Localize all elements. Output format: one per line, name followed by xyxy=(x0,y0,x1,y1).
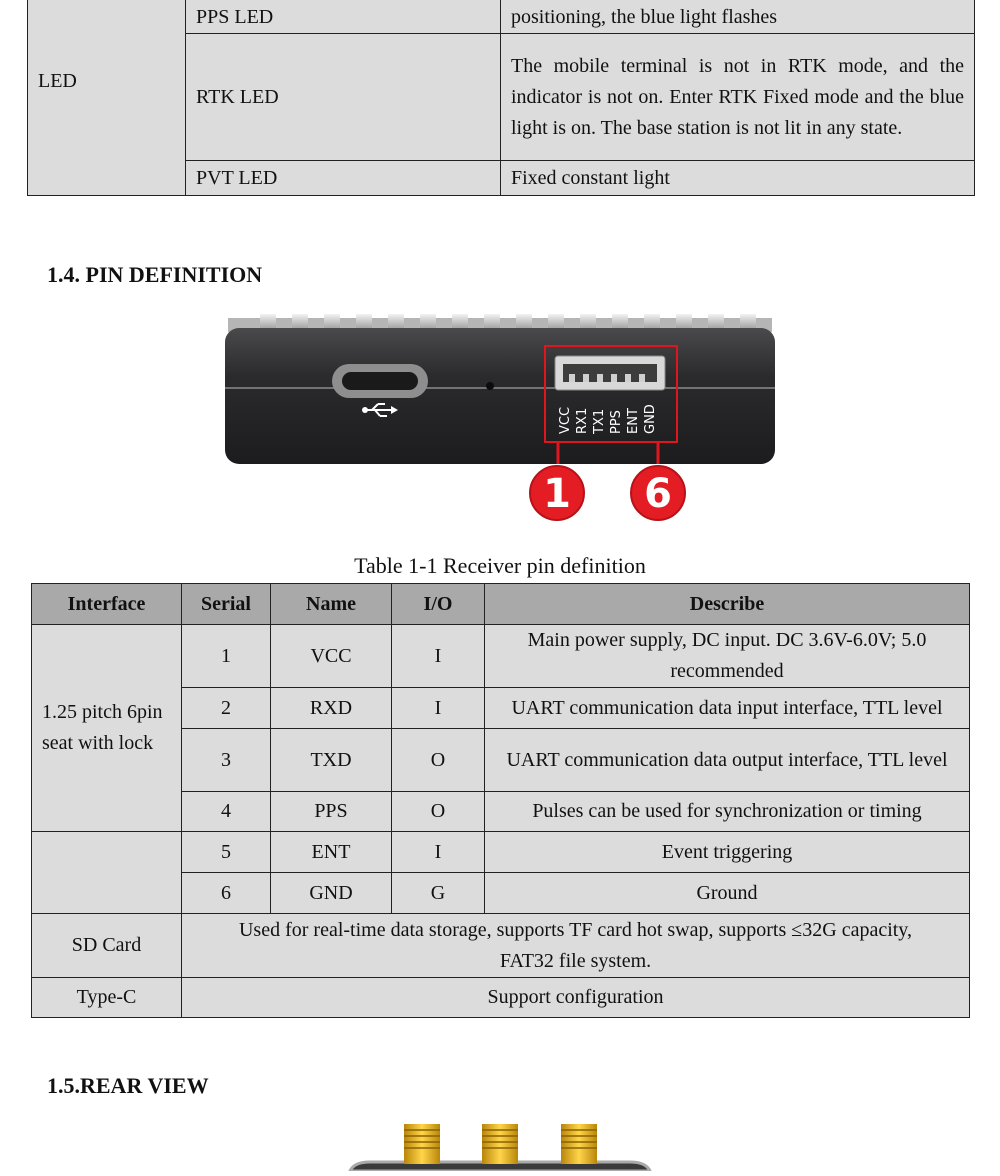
pin-label: ENT xyxy=(626,408,641,434)
name-cell: TXD xyxy=(271,729,392,792)
describe-cell: Ground xyxy=(485,873,970,914)
marker-pin-6-label: 6 xyxy=(644,471,672,517)
io-cell: O xyxy=(392,792,485,832)
header-serial: Serial xyxy=(182,584,271,625)
serial-cell: 1 xyxy=(182,625,271,688)
interface-cell: 1.25 pitch 6pin seat with lock xyxy=(32,625,182,832)
pin-label: GND xyxy=(643,404,658,434)
table-row xyxy=(32,978,970,1018)
io-cell: I xyxy=(392,688,485,729)
table-row xyxy=(32,914,970,978)
marker-pin-1 xyxy=(530,466,584,520)
header-io: I/O xyxy=(392,584,485,625)
interface-cell: SD Card xyxy=(32,914,182,978)
name-cell: VCC xyxy=(271,625,392,688)
sma-connector xyxy=(482,1124,518,1164)
name-cell: ENT xyxy=(271,832,392,873)
describe-cell: Support configuration xyxy=(182,978,970,1018)
pin-label: VCC xyxy=(558,406,573,434)
sma-connector xyxy=(561,1124,597,1164)
name-cell: GND xyxy=(271,873,392,914)
led-name-cell: PPS LED xyxy=(186,0,501,34)
header-describe: Describe xyxy=(485,584,970,625)
serial-cell: 3 xyxy=(182,729,271,792)
serial-cell: 4 xyxy=(182,792,271,832)
describe-cell: Used for real-time data storage, supports TF card hot swap, supports ≤32G capacity, FAT32 file system. xyxy=(182,914,970,978)
device-body xyxy=(225,328,775,464)
name-cell: RXD xyxy=(271,688,392,729)
describe-cell: UART communication data output interface, TTL level xyxy=(485,729,970,792)
serial-cell: 5 xyxy=(182,832,271,873)
serial-cell: 6 xyxy=(182,873,271,914)
serial-cell: 2 xyxy=(182,688,271,729)
led-desc-cell: Fixed constant light xyxy=(501,161,975,196)
section-heading-rear-view: 1.5.REAR VIEW xyxy=(47,1073,209,1098)
led-desc-cell: The mobile terminal is not in RTK mode, and the indicator is not on. Enter RTK Fixed mode and the blue light is on. The base station is not lit in any state. xyxy=(501,34,975,161)
header-interface: Interface xyxy=(32,584,182,625)
rear-view-image xyxy=(340,1118,660,1171)
table-row xyxy=(32,625,970,688)
describe-cell: Main power supply, DC input. DC 3.6V-6.0V; 5.0 recommended xyxy=(485,625,970,688)
describe-cell: Pulses can be used for synchronization or timing xyxy=(485,792,970,832)
table-caption: Table 1-1 Receiver pin definition xyxy=(354,553,646,578)
receiver-device-image xyxy=(220,312,780,524)
marker-pin-6 xyxy=(631,466,685,520)
header-name: Name xyxy=(271,584,392,625)
section-heading-pin-definition: 1.4. PIN DEFINITION xyxy=(47,262,263,287)
sma-connector xyxy=(404,1124,440,1164)
marker-pin-1-label: 1 xyxy=(543,471,571,517)
pin-definition-table xyxy=(31,583,970,1018)
pin-connector xyxy=(555,356,665,390)
pin-label: PPS xyxy=(609,410,624,434)
pin-label: RX1 xyxy=(575,407,590,434)
name-cell: PPS xyxy=(271,792,392,832)
led-category-cell: LED xyxy=(28,0,186,196)
io-cell: I xyxy=(392,832,485,873)
table-row xyxy=(32,832,970,873)
led-desc-cell: positioning, the blue light flashes xyxy=(501,0,975,34)
led-name-cell: RTK LED xyxy=(186,34,501,161)
io-cell: O xyxy=(392,729,485,792)
io-cell: I xyxy=(392,625,485,688)
led-name-cell: PVT LED xyxy=(186,161,501,196)
io-cell: G xyxy=(392,873,485,914)
led-table xyxy=(27,0,975,196)
interface-cell: Type-C xyxy=(32,978,182,1018)
describe-cell: Event triggering xyxy=(485,832,970,873)
interface-cell-empty xyxy=(32,832,182,914)
describe-cell: UART communication data input interface, TTL level xyxy=(485,688,970,729)
pin-label: TX1 xyxy=(592,408,607,434)
